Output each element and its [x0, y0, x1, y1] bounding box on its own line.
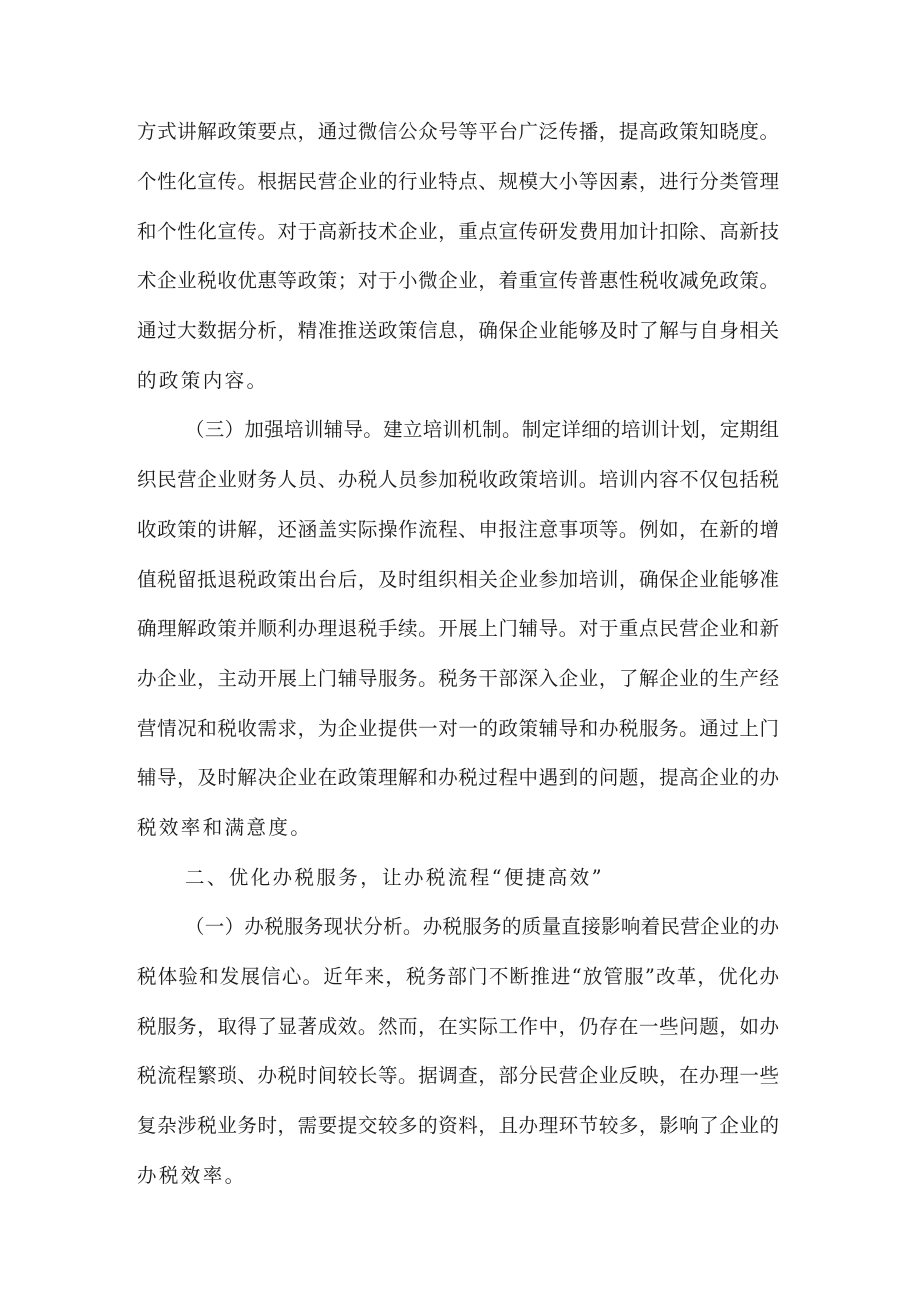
body-text-line: 和个性化宣传。对于高新技术企业，重点宣传研发费用加计扣除、高新技	[137, 220, 779, 243]
body-text-line: 确理解政策并顺利办理退税手续。开展上门辅导。对于重点民营企业和新	[137, 617, 779, 640]
body-text-line: 方式讲解政策要点，通过微信公众号等平台广泛传播，提高政策知晓度。	[137, 120, 779, 143]
body-text-line: 辅导，及时解决企业在政策理解和办税过程中遇到的问题，提高企业的办	[137, 766, 779, 789]
body-text-line: 税体验和发展信心。近年来，税务部门不断推进“放管服”改革，优化办	[137, 965, 779, 988]
body-text-line: 办企业，主动开展上门辅导服务。税务干部深入企业，了解企业的生产经	[137, 667, 779, 690]
body-text-line: 织民营企业财务人员、办税人员参加税收政策培训。培训内容不仅包括税	[137, 468, 779, 491]
section-heading-line: （三）加强培训辅导。建立培训机制。制定详细的培训计划，定期组	[185, 418, 779, 441]
body-text-line: 办税效率。	[137, 1164, 247, 1187]
body-text-line: 收政策的讲解，还涵盖实际操作流程、申报注意事项等。例如，在新的增	[137, 518, 779, 541]
body-text-line: 税流程繁琐、办税时间较长等。据调查，部分民营企业反映，在办理一些	[137, 1064, 779, 1087]
section-heading-line: （一）办税服务现状分析。办税服务的质量直接影响着民营企业的办	[185, 915, 779, 938]
body-text-line: 值税留抵退税政策出台后，及时组织相关企业参加培训，确保企业能够准	[137, 568, 779, 591]
body-text-line: 术企业税收优惠等政策；对于小微企业，着重宣传普惠性税收减免政策。	[137, 269, 779, 292]
body-text-line: 复杂涉税业务时，需要提交较多的资料，且办理环节较多，影响了企业的	[137, 1114, 779, 1137]
body-text-line: 税效率和满意度。	[137, 816, 313, 839]
body-text-line: 的政策内容。	[137, 369, 269, 392]
chapter-heading: 二、优化办税服务，让办税流程“便捷高效”	[185, 866, 604, 889]
body-text-line: 税服务，取得了显著成效。然而，在实际工作中，仍存在一些问题，如办	[137, 1015, 779, 1038]
body-text-line: 营情况和税收需求，为企业提供一对一的政策辅导和办税服务。通过上门	[137, 717, 779, 740]
body-text-line: 个性化宣传。根据民营企业的行业特点、规模大小等因素，进行分类管理	[137, 170, 779, 193]
body-text-line: 通过大数据分析，精准推送政策信息，确保企业能够及时了解与自身相关	[137, 319, 779, 342]
